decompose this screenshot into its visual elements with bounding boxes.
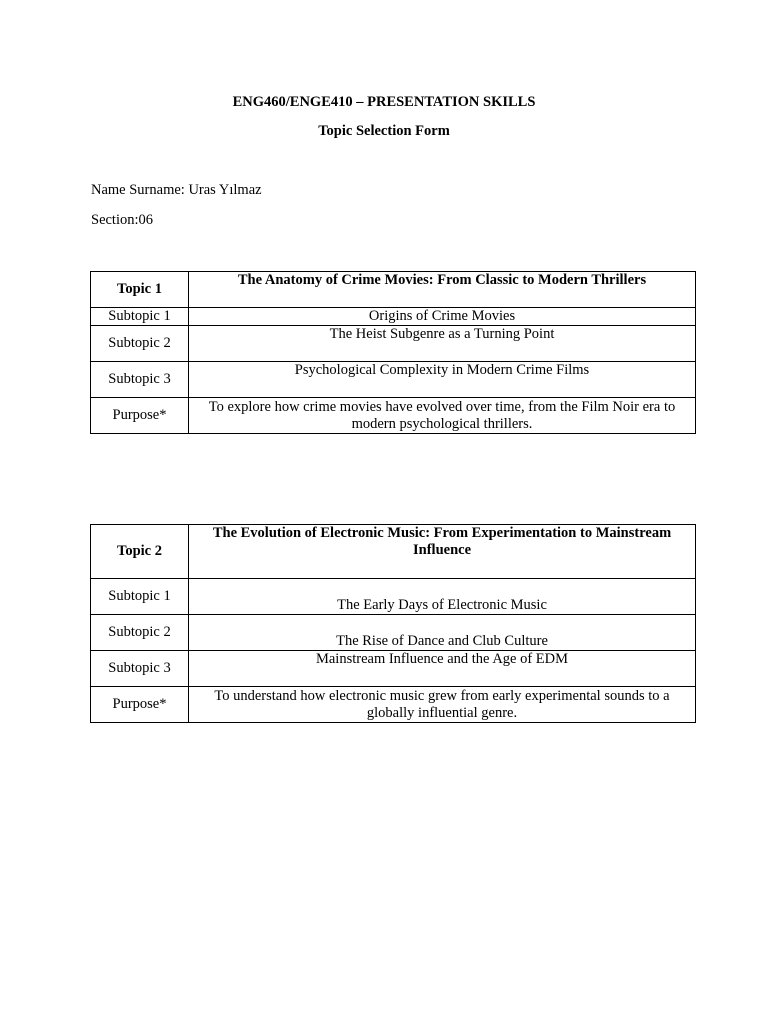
topic-1-subtopic-3-value: Psychological Complexity in Modern Crime Films (189, 362, 696, 398)
topic-1-subtopic-2-row (91, 326, 696, 362)
topic-1-subtopic-3-label: Subtopic 3 (91, 362, 189, 398)
topic-2-header-row (91, 525, 696, 579)
topic-1-subtopic-1-value: Origins of Crime Movies (189, 308, 696, 326)
topic-1-purpose-value: To explore how crime movies have evolved over time, from the Film Noir era to modern psychological thrillers. (189, 398, 696, 434)
topic-1-header-row (91, 272, 696, 308)
topic-1-subtopic-2-value: The Heist Subgenre as a Turning Point (189, 326, 696, 362)
topic-1-table (90, 271, 696, 434)
section-line: Section:06 (91, 212, 154, 228)
topic-1-purpose-row (91, 398, 696, 434)
topic-2-subtopic-1-row (91, 579, 696, 615)
topic-2-subtopic-3-row (91, 651, 696, 687)
topic-1-label: Topic 1 (91, 272, 189, 308)
topic-2-subtopic-1-value: The Early Days of Electronic Music (189, 579, 696, 615)
topic-1-title: The Anatomy of Crime Movies: From Classic to Modern Thrillers (189, 272, 696, 308)
topic-2-label: Topic 2 (91, 525, 189, 579)
topic-2-purpose-label: Purpose* (91, 687, 189, 723)
topic-2-subtopic-2-row (91, 615, 696, 651)
topic-1-purpose-label: Purpose* (91, 398, 189, 434)
topic-2-subtopic-3-value: Mainstream Influence and the Age of EDM (189, 651, 696, 687)
topic-2-subtopic-3-label: Subtopic 3 (91, 651, 189, 687)
topic-2-subtopic-1-label: Subtopic 1 (91, 579, 189, 615)
topic-1-subtopic-1-label: Subtopic 1 (91, 308, 189, 326)
topic-1-subtopic-1-row (91, 308, 696, 326)
topic-1-subtopic-2-label: Subtopic 2 (91, 326, 189, 362)
topic-2-subtopic-2-label: Subtopic 2 (91, 615, 189, 651)
topic-2-title: The Evolution of Electronic Music: From Experimentation to Mainstream Influence (189, 525, 696, 579)
name-surname-line: Name Surname: Uras Yılmaz (91, 182, 262, 198)
document-subtitle: Topic Selection Form (318, 123, 450, 139)
topic-1-subtopic-3-row (91, 362, 696, 398)
topic-2-purpose-row (91, 687, 696, 723)
topic-2-purpose-value: To understand how electronic music grew from early experimental sounds to a globally influential genre. (189, 687, 696, 723)
topic-2-table (90, 524, 696, 723)
topic-2-subtopic-2-value: The Rise of Dance and Club Culture (189, 615, 696, 651)
document-title: ENG460/ENGE410 – PRESENTATION SKILLS (232, 94, 536, 110)
